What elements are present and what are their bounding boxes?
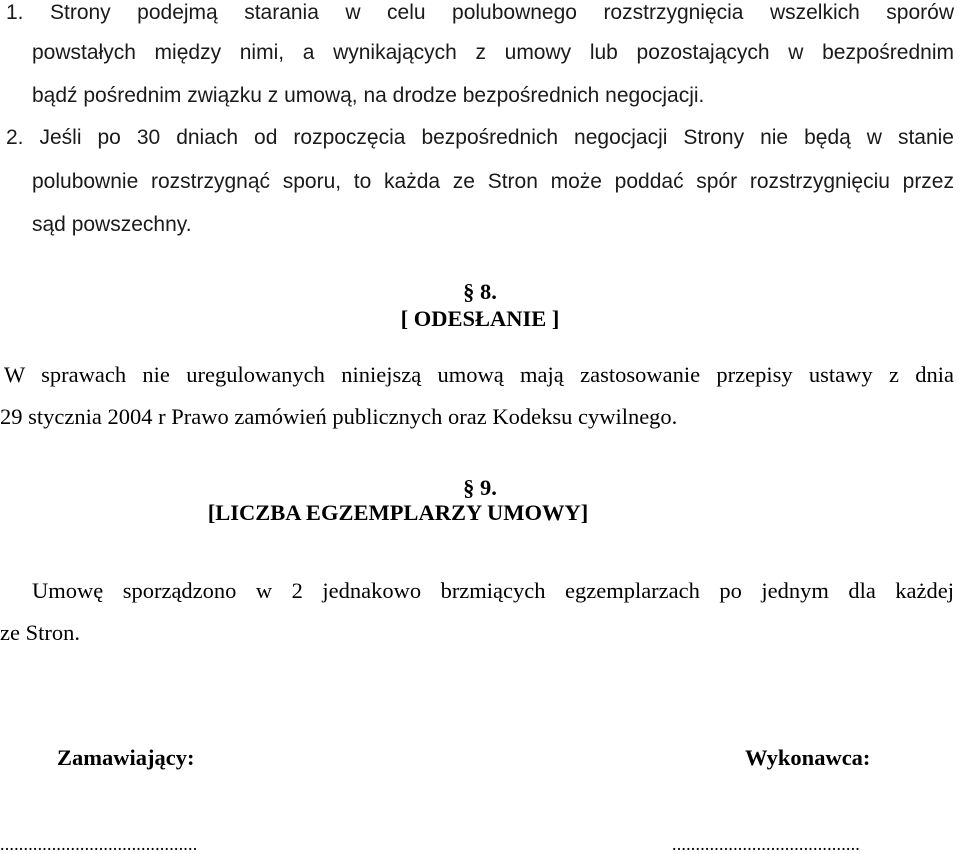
section-8-title: [ ODESŁANIE ]: [400, 306, 560, 331]
section-8-number: § 8.: [463, 279, 497, 304]
section-8-line-1: W sprawach nie uregulowanych niniejszą umową mają zastosowanie przepisy ustawy z dnia: [4, 362, 954, 387]
item-1-line-3: bądź pośrednim związku z umową, na drodze bezpośrednich negocjacji.: [32, 84, 705, 107]
signature-line-left: ..........................................: [0, 834, 198, 854]
item-1-line-1: 1. Strony podejmą starania w celu polubownego rozstrzygnięcia wszelkich sporów: [6, 1, 954, 24]
section-9-number: § 9.: [463, 475, 497, 500]
item-2-line-2: polubownie rozstrzygnąć sporu, to każda ze Stron może poddać spór rozstrzygnięciu przez: [32, 170, 954, 193]
item-2-line-3: sąd powszechny.: [32, 213, 192, 236]
section-9-line-1: Umowę sporządzono w 2 jednakowo brzmiących egzemplarzach po jednym dla każdej: [32, 578, 954, 603]
section-9-line-2: ze Stron.: [0, 620, 80, 645]
section-8-line-2: 29 stycznia 2004 r Prawo zamówień publicznych oraz Kodeksu cywilnego.: [0, 404, 678, 429]
item-2-line-1: 2. Jeśli po 30 dniach od rozpoczęcia bezpośrednich negocjacji Strony nie będą w stanie: [6, 126, 954, 149]
section-9-title: [LICZBA EGZEMPLARZY UMOWY]: [207, 500, 589, 525]
signature-label-wykonawca: Wykonawca:: [745, 745, 871, 770]
signature-label-zamawiajacy: Zamawiający:: [57, 745, 195, 770]
signature-line-right: ........................................: [672, 834, 860, 854]
item-1-line-2: powstałych między nimi, a wynikających z umowy lub pozostających w bezpośrednim: [32, 41, 954, 64]
